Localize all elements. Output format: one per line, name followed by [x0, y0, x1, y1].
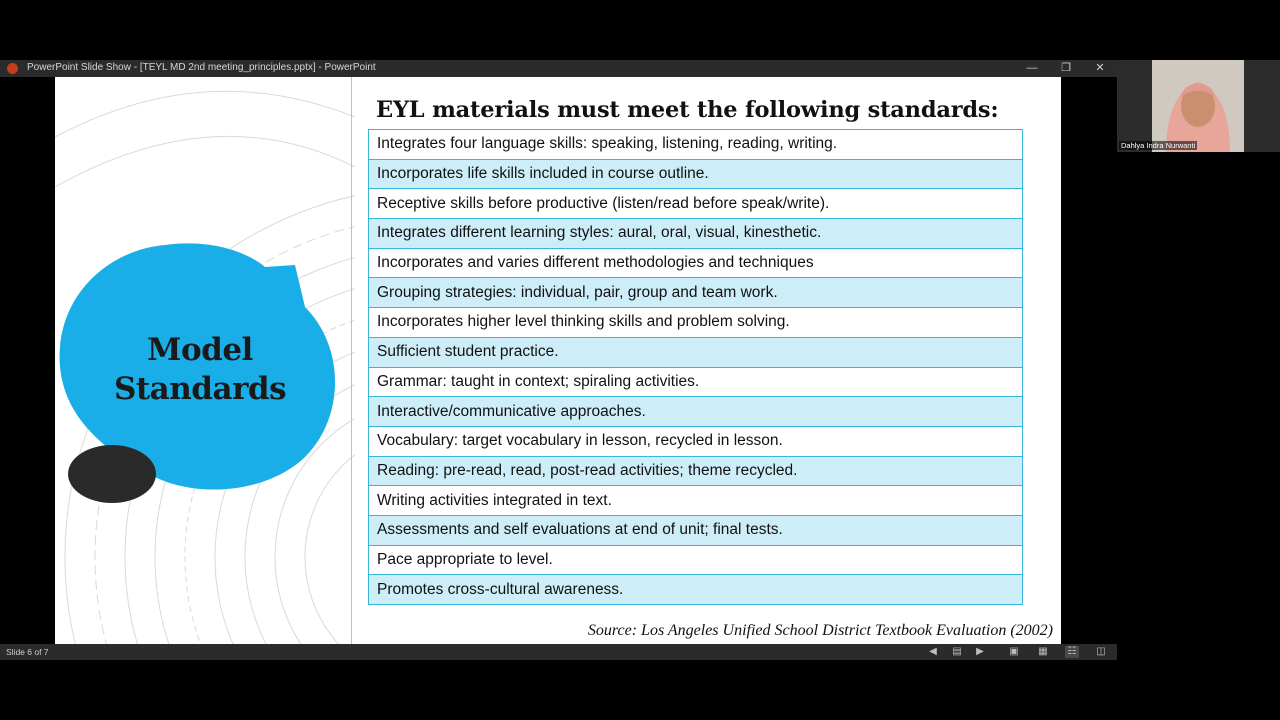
standards-table	[368, 129, 1023, 605]
table-row	[369, 189, 1023, 219]
participant-video[interactable]	[1117, 60, 1280, 152]
participant-avatar	[1152, 60, 1244, 152]
table-cell: Incorporates life skills included in course outline.	[369, 159, 1023, 189]
slide-sorter-icon[interactable]: ▦	[1038, 646, 1048, 657]
close-icon[interactable]: ✕	[1095, 62, 1105, 74]
table-cell: Receptive skills before productive (listen/read before speak/write).	[369, 189, 1023, 219]
status-bar	[0, 644, 1117, 660]
table-cell: Sufficient student practice.	[369, 337, 1023, 367]
previous-icon[interactable]: ◀	[929, 646, 937, 657]
table-cell: Assessments and self evaluations at end of unit; final tests.	[369, 515, 1023, 545]
notes-icon[interactable]: ▤	[952, 646, 962, 657]
table-cell: Integrates four language skills: speaking, listening, reading, writing.	[369, 130, 1023, 160]
table-cell: Incorporates higher level thinking skills and problem solving.	[369, 308, 1023, 338]
table-cell: Interactive/communicative approaches.	[369, 397, 1023, 427]
person-icon	[1152, 60, 1244, 152]
table-row	[369, 337, 1023, 367]
source-citation: Source: Los Angeles Unified School District Textbook Evaluation (2002)	[587, 622, 1053, 639]
table-cell: Integrates different learning styles: aural, oral, visual, kinesthetic.	[369, 219, 1023, 249]
window-title-bar	[0, 60, 1117, 77]
left-title-line2: Standards	[113, 371, 287, 407]
table-row	[369, 456, 1023, 486]
table-cell: Promotes cross-cultural awareness.	[369, 575, 1023, 605]
window-title: PowerPoint Slide Show - [TEYL MD 2nd meeting_principles.pptx] - PowerPoint	[27, 62, 376, 73]
table-row	[369, 515, 1023, 545]
participant-name: Dahlya Indra Nurwanti	[1121, 141, 1196, 150]
table-row	[369, 545, 1023, 575]
table-row	[369, 159, 1023, 189]
powerpoint-icon	[7, 63, 18, 74]
table-row	[369, 308, 1023, 338]
table-cell: Vocabulary: target vocabulary in lesson, recycled in lesson.	[369, 426, 1023, 456]
slideshow-icon[interactable]: ◫	[1096, 646, 1106, 657]
table-row	[369, 130, 1023, 160]
minimize-icon[interactable]: —	[1026, 62, 1038, 74]
table-cell: Incorporates and varies different methodologies and techniques	[369, 248, 1023, 278]
table-cell: Grouping strategies: individual, pair, group and team work.	[369, 278, 1023, 308]
slide-heading: EYL materials must meet the following standards:	[376, 97, 999, 123]
table-cell: Pace appropriate to level.	[369, 545, 1023, 575]
next-icon[interactable]: ▶	[976, 646, 984, 657]
table-row	[369, 278, 1023, 308]
table-row	[369, 219, 1023, 249]
table-row	[369, 248, 1023, 278]
dark-blob-shape	[68, 445, 156, 503]
slide-canvas	[55, 77, 1061, 644]
normal-view-icon[interactable]: ▣	[1009, 646, 1019, 657]
table-row	[369, 486, 1023, 516]
table-cell: Writing activities integrated in text.	[369, 486, 1023, 516]
left-title	[105, 331, 295, 409]
table-row	[369, 397, 1023, 427]
slide-indicator: Slide 6 of 7	[6, 647, 49, 657]
table-row	[369, 367, 1023, 397]
panel-divider	[351, 77, 352, 644]
table-cell: Grammar: taught in context; spiraling activities.	[369, 367, 1023, 397]
table-cell: Reading: pre-read, read, post-read activities; theme recycled.	[369, 456, 1023, 486]
restore-icon[interactable]: ❐	[1061, 62, 1071, 74]
table-row	[369, 426, 1023, 456]
table-row	[369, 575, 1023, 605]
left-title-line1: Model	[147, 332, 253, 368]
reading-view-icon[interactable]: ☷	[1065, 646, 1079, 658]
